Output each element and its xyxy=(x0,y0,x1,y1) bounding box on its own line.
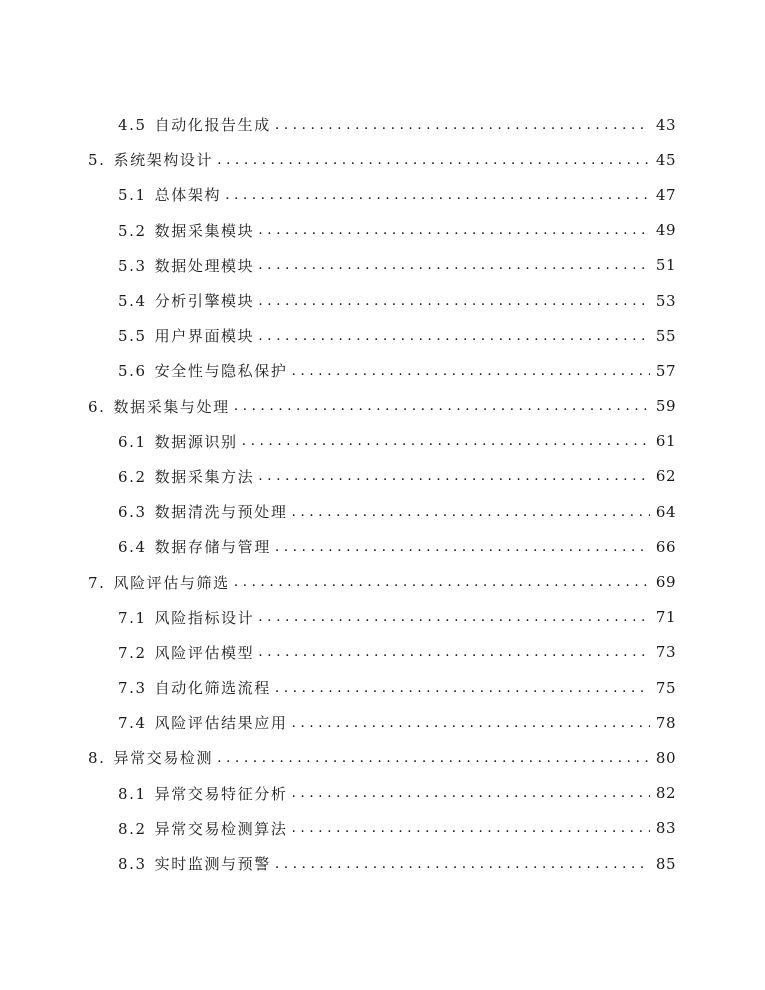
toc-entry-page: 75 xyxy=(655,678,676,697)
toc-entry[interactable] xyxy=(0,600,676,635)
toc-entry-number: 7. xyxy=(88,573,106,592)
toc-entry[interactable] xyxy=(0,811,676,846)
toc-entry-number: 4.5 xyxy=(118,116,147,135)
toc-entry[interactable] xyxy=(0,740,676,775)
toc-entry-page: 43 xyxy=(655,115,676,134)
toc-entry-number: 5.6 xyxy=(118,362,147,381)
toc-leader-dots xyxy=(258,257,650,273)
toc-leader-dots xyxy=(258,222,650,238)
toc-entry-number: 5.1 xyxy=(118,186,147,205)
toc-entry-number: 8.3 xyxy=(118,855,147,874)
toc-entry-title: 数据采集与处理 xyxy=(113,397,230,416)
toc-entry-number: 5.2 xyxy=(118,221,147,240)
toc-entry-label xyxy=(118,325,254,346)
toc-entry[interactable] xyxy=(0,846,676,881)
toc-entry-title: 数据存储与管理 xyxy=(154,538,271,557)
toc-entry-number: 6. xyxy=(88,397,106,416)
toc-entry-label xyxy=(88,747,213,768)
toc-entry-label xyxy=(88,396,230,417)
toc-entry-label xyxy=(118,818,287,839)
toc-entry-page: 85 xyxy=(655,854,676,873)
toc-entry-number: 7.4 xyxy=(118,714,147,733)
toc-entry-page: 83 xyxy=(655,819,676,838)
toc-leader-dots xyxy=(234,574,650,590)
toc-leader-dots xyxy=(291,785,650,801)
toc-entry-page: 53 xyxy=(655,291,676,310)
toc-entry-title: 安全性与隐私保护 xyxy=(154,362,288,381)
toc-entry-label xyxy=(118,607,254,628)
toc-entry-title: 异常交易特征分析 xyxy=(154,784,288,803)
toc-entry-label xyxy=(118,501,287,522)
toc-entry-label xyxy=(118,712,287,733)
toc-entry[interactable] xyxy=(0,177,676,212)
toc-entry[interactable] xyxy=(0,564,676,599)
toc-entry-title: 总体架构 xyxy=(154,186,222,205)
toc-leader-dots xyxy=(291,715,650,731)
toc-entry[interactable] xyxy=(0,213,676,248)
toc-entry-label xyxy=(118,466,254,487)
toc-leader-dots xyxy=(258,609,650,625)
toc-entry-number: 8.2 xyxy=(118,819,147,838)
toc-entry-page: 45 xyxy=(655,150,676,169)
toc-entry[interactable] xyxy=(0,283,676,318)
toc-entry[interactable] xyxy=(0,318,676,353)
toc-leader-dots xyxy=(258,328,650,344)
toc-entry-title: 数据采集模块 xyxy=(154,221,255,240)
toc-entry-label xyxy=(118,255,254,276)
toc-entry[interactable] xyxy=(0,529,676,564)
toc-entry-title: 数据处理模块 xyxy=(154,256,255,275)
toc-entry[interactable] xyxy=(0,142,676,177)
toc-entry-page: 51 xyxy=(655,256,676,275)
table-of-contents xyxy=(0,107,765,881)
toc-entry[interactable] xyxy=(0,424,676,459)
toc-entry-label xyxy=(118,360,287,381)
toc-entry[interactable] xyxy=(0,705,676,740)
toc-entry-number: 5.5 xyxy=(118,327,147,346)
toc-entry-label xyxy=(118,220,254,241)
toc-leader-dots xyxy=(258,293,650,309)
toc-leader-dots xyxy=(258,644,650,660)
toc-entry-number: 7.1 xyxy=(118,608,147,627)
toc-entry-label xyxy=(118,853,271,874)
toc-entry-number: 5.3 xyxy=(118,256,147,275)
toc-entry-title: 数据采集方法 xyxy=(154,467,255,486)
toc-leader-dots xyxy=(291,504,650,520)
toc-leader-dots xyxy=(234,398,650,414)
toc-entry-title: 自动化报告生成 xyxy=(154,116,271,135)
toc-entry-label xyxy=(118,783,287,804)
toc-entry-page: 57 xyxy=(655,361,676,380)
toc-entry-title: 异常交易检测 xyxy=(113,749,214,768)
toc-entry-label xyxy=(88,572,230,593)
toc-leader-dots xyxy=(291,820,650,836)
toc-entry-page: 82 xyxy=(655,784,676,803)
toc-entry-title: 数据清洗与预处理 xyxy=(154,503,288,522)
toc-entry-title: 异常交易检测算法 xyxy=(154,819,288,838)
toc-entry-number: 8. xyxy=(88,749,106,768)
toc-entry-label xyxy=(118,536,271,557)
toc-entry-page: 71 xyxy=(655,608,676,627)
toc-entry-title: 风险评估模型 xyxy=(154,643,255,662)
toc-leader-dots xyxy=(275,680,650,696)
toc-entry-title: 系统架构设计 xyxy=(113,151,214,170)
toc-entry-title: 风险指标设计 xyxy=(154,608,255,627)
toc-entry-page: 59 xyxy=(655,397,676,416)
toc-leader-dots xyxy=(217,152,650,168)
toc-leader-dots xyxy=(275,539,650,555)
toc-entry-label xyxy=(118,114,271,135)
toc-entry-label xyxy=(118,642,254,663)
toc-entry-label xyxy=(118,431,238,452)
toc-entry-page: 66 xyxy=(655,537,676,556)
toc-entry[interactable] xyxy=(0,107,676,142)
toc-entry-page: 47 xyxy=(655,185,676,204)
toc-entry-number: 6.2 xyxy=(118,467,147,486)
toc-entry-number: 7.2 xyxy=(118,643,147,662)
toc-entry-number: 8.1 xyxy=(118,784,147,803)
toc-entry-title: 风险评估与筛选 xyxy=(113,573,230,592)
toc-entry-number: 7.3 xyxy=(118,679,147,698)
toc-entry[interactable] xyxy=(0,776,676,811)
toc-leader-dots xyxy=(225,187,650,203)
toc-leader-dots xyxy=(291,363,650,379)
toc-entry-number: 6.4 xyxy=(118,538,147,557)
toc-entry[interactable] xyxy=(0,494,676,529)
toc-entry-page: 73 xyxy=(655,643,676,662)
toc-leader-dots xyxy=(275,856,650,872)
toc-entry-title: 数据源识别 xyxy=(154,432,238,451)
toc-entry-page: 78 xyxy=(655,713,676,732)
toc-entry-label xyxy=(118,290,254,311)
toc-entry-title: 用户界面模块 xyxy=(154,327,255,346)
toc-entry-page: 55 xyxy=(655,326,676,345)
toc-entry-page: 64 xyxy=(655,502,676,521)
toc-leader-dots xyxy=(275,117,650,133)
toc-entry-page: 69 xyxy=(655,573,676,592)
toc-leader-dots xyxy=(242,433,650,449)
toc-entry-page: 61 xyxy=(655,432,676,451)
toc-entry-title: 实时监测与预警 xyxy=(154,855,271,874)
toc-entry-label xyxy=(118,677,271,698)
toc-entry-label xyxy=(118,184,221,205)
toc-entry[interactable] xyxy=(0,670,676,705)
toc-entry-title: 分析引擎模块 xyxy=(154,292,255,311)
toc-entry[interactable] xyxy=(0,353,676,388)
toc-entry-label xyxy=(88,149,213,170)
toc-entry[interactable] xyxy=(0,389,676,424)
toc-entry-page: 49 xyxy=(655,221,676,240)
toc-entry[interactable] xyxy=(0,248,676,283)
toc-entry[interactable] xyxy=(0,635,676,670)
toc-entry[interactable] xyxy=(0,459,676,494)
toc-leader-dots xyxy=(217,750,650,766)
toc-entry-page: 80 xyxy=(655,748,676,767)
toc-entry-title: 自动化筛选流程 xyxy=(154,679,271,698)
toc-entry-page: 62 xyxy=(655,467,676,486)
toc-leader-dots xyxy=(258,468,650,484)
toc-entry-title: 风险评估结果应用 xyxy=(154,714,288,733)
toc-entry-number: 6.3 xyxy=(118,503,147,522)
toc-entry-number: 6.1 xyxy=(118,432,147,451)
toc-entry-number: 5. xyxy=(88,151,106,170)
toc-entry-number: 5.4 xyxy=(118,292,147,311)
